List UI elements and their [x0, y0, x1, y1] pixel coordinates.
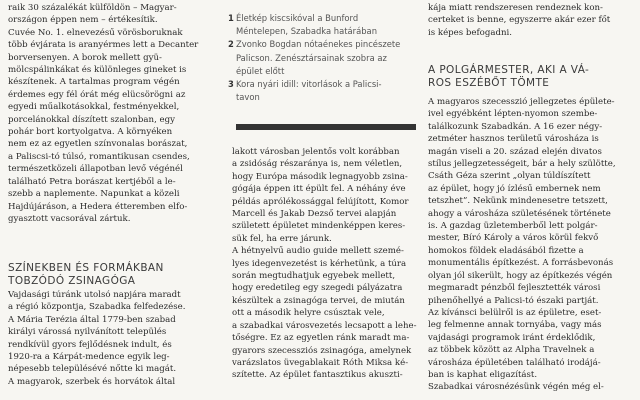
- text-line: egyedi műalkotásokkal, festményekkel,: [8, 102, 180, 113]
- text-line: királyi várossá nyilvánított település: [8, 327, 167, 338]
- text-line: találkozunk Szabadkán. A 16 ezer négy-: [428, 121, 603, 132]
- text-line: Vajdasági túránk utolsó napjára maradt: [8, 290, 181, 300]
- text-line: pihenőhellyé a Palicsi-tó északi partját.: [428, 295, 599, 306]
- caption-line: Zvonko Bogdan nótaénekes pincészete: [236, 39, 401, 50]
- text-line: található Petra borászat kertjéből a le-: [8, 176, 176, 187]
- text-line: lakott városban jelentős volt korábban: [232, 147, 400, 157]
- text-line: a Paliscsi-tó túlsó, romantikusan csendes,: [8, 151, 190, 162]
- text-line: sük fel, ha erre járunk.: [232, 233, 332, 244]
- column-right: [428, 0, 634, 400]
- text-line: példás aprólékossággal felújított, Komor: [232, 196, 409, 207]
- caption-number: 3: [228, 79, 234, 90]
- text-line: zetméter hasznos területű városháza is: [428, 134, 599, 145]
- text-line: 1920-ra a Kárpát-medence egyik leg-: [8, 352, 170, 363]
- text-line: monumentális építkezést. A forrásbevonás: [428, 258, 614, 269]
- text-line: TOBZÓDÓ ZSINAGÓGA: [8, 275, 136, 287]
- caption-number: 1: [228, 13, 234, 23]
- text-line: borversenyen. A borok mellett gyü-: [8, 52, 162, 63]
- text-line: lyes idegenvezetést is kérhetünk, a túra: [232, 258, 407, 269]
- text-line: gyarors szecessziós zsinagóga, amelynek: [232, 345, 412, 356]
- text-line: természetközeli állapotban levő végénél: [8, 164, 183, 175]
- column-left: [8, 0, 210, 400]
- text-line: is képes befogadni.: [428, 27, 512, 38]
- text-line: magán viseli a 20. század elején divatos: [428, 146, 602, 157]
- text-line: a régió központja, Szabadka felfedezése.: [8, 302, 186, 313]
- text-line: ROS ESZÉBŐT TÖMTE: [428, 77, 550, 89]
- text-line: gógája éppen itt épült fel. A néhány éve: [232, 184, 406, 195]
- text-line: Cuvée No. 1. elnevezésű vörösboruknak: [8, 27, 183, 38]
- text-line: Szabadkai városnézésünk végén még el-: [428, 382, 604, 393]
- text-line: az épület, hogy jó ízlésű embernek nem: [428, 183, 601, 194]
- text-line: a zsidóság részaránya is, nem véletlen,: [232, 159, 403, 170]
- paragraph-concerts: [428, 2, 634, 39]
- text-line: megmaradt pénzből fejlesztették városi: [428, 283, 601, 294]
- text-line: Az kívánsci belülről is az épületre, eset-: [428, 307, 602, 318]
- text-line: A POLGÁRMESTER, AKI A VÁ-: [428, 64, 590, 76]
- text-line: A Mária Terézia által 1779-ben szabad: [8, 314, 176, 325]
- text-line: készültek a zsinagóga tervei, de miután: [232, 295, 405, 306]
- text-line: rendkívül gyors fejlődésnek indult, és: [8, 339, 172, 350]
- text-line: szebb a naplemente. Napunkat a közeli: [8, 189, 180, 200]
- text-line: több évjárata is aranyérmes lett a Decanter: [8, 40, 199, 51]
- caption-line: épület előtt: [236, 65, 285, 76]
- text-line: során megtudhatjuk egyebek mellett,: [232, 271, 396, 282]
- text-line: varázslatos üvegablakait Róth Miksa ké-: [232, 357, 409, 368]
- text-line: országon éppen nem – értékesítik.: [8, 15, 158, 26]
- text-line: A magyarok, szerbek és horvátok által: [8, 376, 176, 387]
- text-line: az többek között az Alpha Travelnek a: [428, 345, 595, 356]
- text-line: Csáth Géza szerint „olyan túldíszített: [428, 171, 591, 182]
- text-line: vajdasági programok iránt érdeklődik,: [428, 332, 596, 343]
- text-line: porcelánokkal díszített szalonban, egy: [8, 114, 175, 125]
- text-line: A magyaros szecesszió jellegzetes épülete-: [428, 97, 615, 107]
- column-middle: [228, 0, 418, 400]
- text-line: városháza épületében található irodájá-: [428, 357, 601, 368]
- paragraph-synagogue: [232, 146, 418, 382]
- text-line: olyan jól sikerült, hogy az építkezés végén: [428, 270, 613, 281]
- caption-line: Méntelepen, Szabadka határában: [236, 26, 377, 37]
- paragraph-subotica: [8, 289, 210, 388]
- text-line: is. A gazdag üzletemberből lett polgár-: [428, 221, 598, 232]
- text-line: ott a második helyre csúsztak vele,: [232, 308, 385, 319]
- caption-line: Palicson. Zenésztársainak szobra az: [236, 52, 387, 63]
- text-line: készítenek. A tartalmas program végén: [8, 77, 180, 88]
- text-line: érdemes egy fél órát még elücsörögni az: [8, 89, 186, 100]
- text-line: ban is kaphat eligazítást.: [428, 369, 538, 380]
- paragraph-city-hall: [428, 96, 634, 394]
- text-line: született épületet mindenképpen keres-: [232, 221, 406, 232]
- text-line: tetszhet”. Nekünk mindenesetre tetszett,: [428, 196, 608, 207]
- caption-number: 2: [228, 39, 234, 50]
- text-line: hogy eredetileg egy szegedi pályázatra: [232, 283, 403, 294]
- text-line: népesebb településévé nőtte ki magát.: [8, 364, 177, 375]
- caption-line: Kora nyári idill: vitorlások a Palicsi-: [236, 79, 382, 90]
- heading-mayor: [428, 64, 634, 90]
- text-line: homokos földek eladásából fizette a: [428, 245, 584, 256]
- text-line: pohár bort kortyolgatva. A környéken: [8, 127, 173, 138]
- text-line: stílus jellegzetességeit, bár a hely szülötte,: [428, 159, 616, 170]
- text-line: A hétnyelvű audio guide mellett szemé-: [232, 246, 404, 257]
- text-line: raik 30 százalékát külföldön – Magyar-: [8, 3, 177, 13]
- text-line: SZÍNEKBEN ÉS FORMÁKBAN: [8, 262, 164, 274]
- text-line: certeket is benne, egyszerre akár ezer főt: [428, 15, 611, 26]
- text-line: ahogy a városháza születésének története: [428, 208, 611, 219]
- text-line: szítette. Az épület fantasztikus akuszti-: [232, 370, 403, 381]
- text-line: tőségre. Ez az egyetlen ránk maradt ma-: [232, 333, 410, 344]
- text-line: ivel egyébként lépten-nyomon szembe-: [428, 109, 598, 120]
- text-line: kája miatt rendszeresen rendeznek kon-: [428, 3, 603, 13]
- text-line: Hajdújáráson, a Hedera étteremben elfo-: [8, 201, 188, 212]
- text-line: leg felmenne annak tornyába, vagy más: [428, 320, 602, 331]
- text-line: hogy Európa második legnagyobb zsina-: [232, 171, 408, 182]
- heading-synagogue: [8, 262, 210, 288]
- paragraph-winery: [8, 2, 210, 225]
- text-line: gyasztott vacsorával zártuk.: [8, 213, 131, 224]
- text-line: mölcspálinkákat és különleges gineket is: [8, 65, 187, 76]
- text-line: nem ez az egyetlen színvonalas borászat,: [8, 139, 188, 150]
- caption-line: tavon: [236, 92, 260, 103]
- text-line: Marcell és Jakab Dezső tervei alapján: [232, 209, 397, 220]
- text-line: a szabadkai városvezetés lecsapott a lehe-: [232, 320, 417, 331]
- caption-line: Életkép kiscsikóval a Bunford: [236, 13, 359, 23]
- text-line: mester, Bíró Károly a város körül fekvő: [428, 233, 599, 244]
